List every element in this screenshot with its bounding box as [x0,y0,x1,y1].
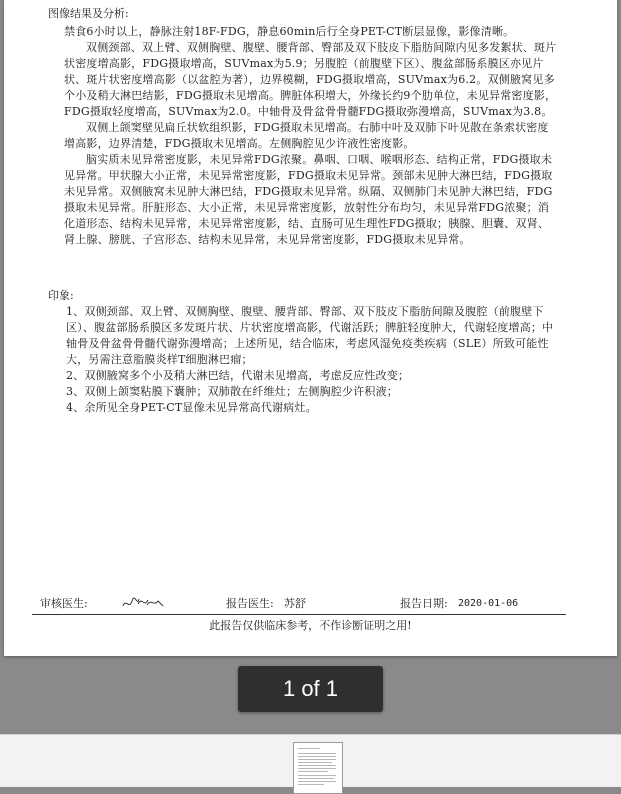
document-page[interactable] [4,0,617,656]
findings-paragraph: 禁食6小时以上，静脉注射18F-FDG，静息60min后行全身PET-CT断层显像，影像清晰。 [64,25,515,38]
findings-body [64,24,559,248]
impression-item: 2、双侧腋窝多个小及稍大淋巴结，代谢未见增高，考虑反应性改变； [66,369,410,382]
findings-paragraph: 脑实质未见异常密度影，未见异常FDG浓聚。鼻咽、口咽、喉咽形态、结构正常，FDG摄取未见异常。甲状腺大小正常，未见异常密度影，FDG摄取未见异常。颈部未见肿大淋巴结，FDG摄取未见异常。双侧腋窝未见肿大淋巴结，FDG摄取未见异常。纵隔、双侧肺门未见肿大淋巴结，FDG摄取未见异常。肝脏形态、大小正常，未见异常密度影，放射性分布均匀，未见异常FDG浓聚；消化道形态、结构未见异常，未见异常密度影，结、直肠可见生理性FDG摄取；胰腺、胆囊、双肾、肾上腺、膀胱、子宫形态、结构未见异常，未见异常密度影，FDG摄取未见异常。 [64,153,553,246]
impression-item: 1、双侧颈部、双上臂、双侧胸壁、腹壁、腰背部、臀部、双下肢皮下脂肪间隙及腹腔（前腹壁下区）、腹盆部肠系膜区多发斑片状、片状密度增高影，代谢活跃；脾脏轻度肿大，代谢轻度增高；中轴骨及骨盆骨骨髓代谢弥漫增高；上述所见，结合临床，考虑风湿免疫类疾病（SLE）所致可能性大，另需注意脂膜炎样T细胞淋巴瘤； [66,305,554,366]
impression-item: 3、双侧上颌窦粘膜下囊肿；双肺散在纤维灶；左侧胸腔少许积液； [66,385,398,398]
findings-paragraph: 双侧颈部、双上臂、双侧胸壁、腹壁、腰背部、臀部及双下肢皮下脂肪间隙内见多发絮状、斑片状密度增高影，FDG摄取增高，SUVmax为5.9；另腹腔（前腹壁下区）、腹盆部肠系膜区亦见片状、斑片状密度增高影（以盆腔为著），边界模糊，FDG摄取增高，SUVmax为6.2。双侧腋窝见多个小及稍大淋巴结影，FDG摄取未见增高。脾脏体积增大，外缘长约9个肋单位，未见异常密度影，FDG摄取轻度增高，SUVmax为2.0。中轴骨及骨盆骨骨髓FDG摄取弥漫增高，SUVmax为3.8。 [64,41,557,118]
impression-list [66,304,556,416]
page-indicator: 1 of 1 [238,666,383,712]
report-date-label: 报告日期: [400,597,448,610]
findings-paragraph: 双侧上颌窦壁见扁丘状软组织影，FDG摄取未见增高。右肺中叶及双肺下叶见散在条索状密度增高影，边界清楚，FDG摄取未见增高。左侧胸腔见少许液性密度影。 [64,121,549,150]
reporter-label: 报告医生: [226,597,274,610]
impression-item: 4、余所见全身PET-CT显像未见异常高代谢病灶。 [66,401,317,414]
impression-heading: 印象: [48,289,74,302]
reviewer-label: 审核医生: [40,597,88,610]
reviewer-signature-icon [120,592,166,614]
footer-divider [32,614,566,615]
reporter-name: 苏舒 [284,597,306,610]
findings-heading: 图像结果及分析: [48,7,129,20]
page-thumbnail[interactable] [293,742,343,794]
report-date-value: 2020-01-06 [458,598,519,609]
disclaimer-text: 此报告仅供临床参考，不作诊断证明之用! [209,619,412,632]
thumbnail-strip [0,734,621,787]
